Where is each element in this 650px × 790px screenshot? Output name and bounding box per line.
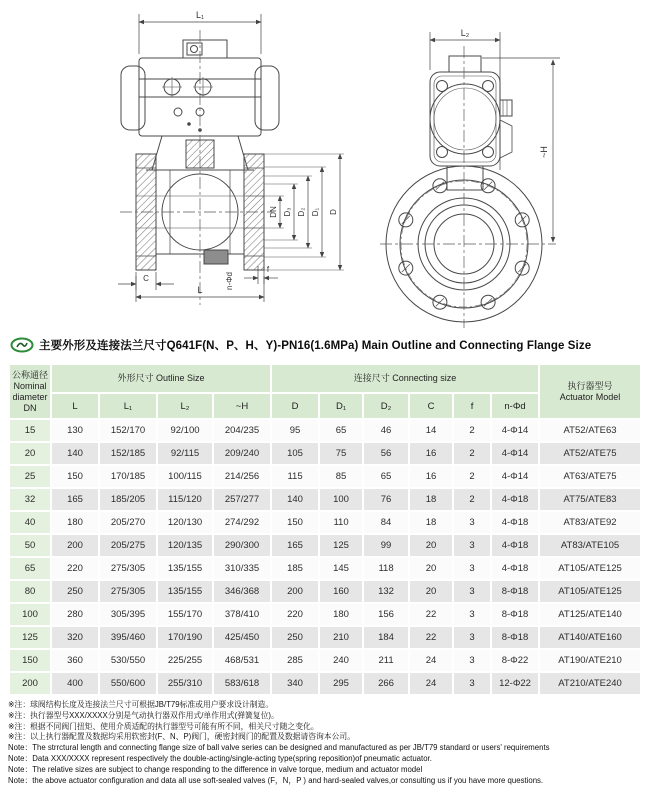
cell-value: 205/275 (100, 535, 156, 556)
cell-value: 280 (52, 604, 98, 625)
cell-value: 140 (52, 443, 98, 464)
cell-value: 530/550 (100, 650, 156, 671)
cell-value: 583/618 (214, 673, 270, 694)
header-nominal-en2: diameter (12, 391, 48, 402)
cell-value: 255/310 (158, 673, 212, 694)
cell-value: 165 (272, 535, 318, 556)
cell-value: 275/305 (100, 558, 156, 579)
cell-value: 8-Φ18 (492, 627, 538, 648)
cell-value: 100 (320, 489, 362, 510)
cell-value: 3 (454, 604, 490, 625)
cell-value: 295 (320, 673, 362, 694)
cell-value: 24 (410, 650, 452, 671)
header-col-n-phi-d: n-Φd (492, 394, 538, 418)
cell-value: 24 (410, 673, 452, 694)
cell-value: 360 (52, 650, 98, 671)
footnotes (8, 700, 648, 786)
cell-value: 156 (364, 604, 408, 625)
cell-value: 2 (454, 489, 490, 510)
cell-value: AT83/ATE92 (540, 512, 640, 533)
cell-value: 340 (272, 673, 318, 694)
dim-label-h: ~H (539, 146, 549, 158)
dim-label-dn: DN (269, 206, 278, 218)
dim-label-d2: D₂ (297, 207, 306, 217)
cell-value: 20 (410, 535, 452, 556)
header-actuator-cn: 执行器型号 (567, 380, 613, 391)
cell-value: 115 (272, 466, 318, 487)
cell-dn: 100 (10, 604, 50, 625)
header-col-L1: L₁ (100, 394, 156, 418)
table-row (10, 512, 640, 533)
note-line: ※注：球阀结构长度及连接法兰尺寸可根据JB/T79标准或用户要求设计制造。 (8, 700, 274, 709)
cell-dn: 32 (10, 489, 50, 510)
header-group-connecting: 连接尺寸 Connecting size (272, 365, 538, 392)
dim-label-n-phi-d: n-Φd (225, 272, 234, 290)
table-row (10, 558, 640, 579)
dim-label-l2: L₂ (460, 28, 470, 38)
cell-value: 20 (410, 558, 452, 579)
cell-value: AT75/ATE83 (540, 489, 640, 510)
header-col-f: f (454, 394, 490, 418)
cell-value: 150 (52, 466, 98, 487)
cell-value: 100/115 (158, 466, 212, 487)
header-actuator-en: Actuator Model (559, 391, 621, 402)
dim-label-f: f (266, 265, 270, 274)
cell-value: 4-Φ18 (492, 489, 538, 510)
cell-value: 275/305 (100, 581, 156, 602)
header-group-outline: 外形尺寸 Outline Size (52, 365, 270, 392)
cell-value: 225/255 (158, 650, 212, 671)
cell-value: 200 (52, 535, 98, 556)
cell-value: 346/368 (214, 581, 270, 602)
page-title: 主要外形及连接法兰尺寸Q641F(N、P、H、Y)-PN16(1.6MPa) Main Outline and Connecting Flange Size (39, 340, 592, 352)
table-row (10, 489, 640, 510)
note-line: Note：the above actuator configuration and data all use soft-sealed valves (F，N，P ) and hard-sealed valves,or consulting us if you have more questions. (8, 775, 544, 785)
cell-value: AT63/ATE75 (540, 466, 640, 487)
cell-value: 125 (320, 535, 362, 556)
cell-value: 4-Φ18 (492, 512, 538, 533)
cell-value: 4-Φ14 (492, 443, 538, 464)
technical-drawings (0, 0, 650, 332)
cell-value: 550/600 (100, 673, 156, 694)
cell-value: 3 (454, 673, 490, 694)
table-row (10, 673, 640, 694)
section-title-bar (10, 335, 642, 355)
header-nominal-en3: DN (23, 402, 37, 413)
cell-value: 180 (52, 512, 98, 533)
cell-value: 180 (320, 604, 362, 625)
dim-label-d3: D₃ (283, 207, 292, 217)
header-col-D2: D₂ (364, 394, 408, 418)
cell-value: 145 (320, 558, 362, 579)
note-line: ※注：根据不同阀门扭矩、使用介质适配的执行器型号可能有所不同，相关尺寸随之变化。 (8, 721, 319, 731)
cell-value: 2 (454, 466, 490, 487)
cell-value: 46 (364, 420, 408, 441)
cell-value: 378/410 (214, 604, 270, 625)
cell-value: 105 (272, 443, 318, 464)
cell-value: AT83/ATE105 (540, 535, 640, 556)
cell-value: 120/135 (158, 535, 212, 556)
cell-value: 4-Φ14 (492, 466, 538, 487)
cell-dn: 40 (10, 512, 50, 533)
cell-dn: 80 (10, 581, 50, 602)
cell-value: 92/100 (158, 420, 212, 441)
cell-value: 76 (364, 489, 408, 510)
header-col-L2: L₂ (158, 394, 212, 418)
cell-value: 110 (320, 512, 362, 533)
cell-value: 305/395 (100, 604, 156, 625)
cell-value: 185 (272, 558, 318, 579)
side-fitting (500, 100, 512, 116)
dim-label-l: L (197, 285, 203, 295)
cell-value: AT210/ATE240 (540, 673, 640, 694)
cell-value: 170/190 (158, 627, 212, 648)
table-row (10, 627, 640, 648)
cell-value: 85 (320, 466, 362, 487)
cell-value: 115/120 (158, 489, 212, 510)
cell-value: 8-Φ22 (492, 650, 538, 671)
table-row (10, 604, 640, 625)
dim-label-l1: L₁ (195, 10, 205, 20)
cell-value: 184 (364, 627, 408, 648)
cell-value: 3 (454, 535, 490, 556)
cell-value: 8-Φ18 (492, 604, 538, 625)
cell-value: 274/292 (214, 512, 270, 533)
cell-value: 200 (272, 581, 318, 602)
cell-value: 4-Φ14 (492, 420, 538, 441)
table-row (10, 650, 640, 671)
cell-value: 170/185 (100, 466, 156, 487)
cell-value: 3 (454, 650, 490, 671)
cell-value: 2 (454, 443, 490, 464)
cell-value: 130 (52, 420, 98, 441)
dimension-table (8, 363, 642, 696)
cell-value: 214/256 (214, 466, 270, 487)
table-row (10, 420, 640, 441)
dim-label-c: C (143, 274, 149, 283)
cell-value: 135/155 (158, 581, 212, 602)
side-view-drawing (380, 28, 560, 328)
cell-value: 152/170 (100, 420, 156, 441)
cell-value: 395/460 (100, 627, 156, 648)
cell-value: 92/115 (158, 443, 212, 464)
header-col-D1: D₁ (320, 394, 362, 418)
cell-value: 155/170 (158, 604, 212, 625)
header-col-L: L (52, 394, 98, 418)
cell-value: 205/270 (100, 512, 156, 533)
cell-value: 150 (272, 512, 318, 533)
cell-value: 320 (52, 627, 98, 648)
cell-value: 160 (320, 581, 362, 602)
cell-value: 3 (454, 512, 490, 533)
cell-dn: 65 (10, 558, 50, 579)
cell-value: AT105/ATE125 (540, 581, 640, 602)
table-row (10, 535, 640, 556)
cell-value: 140 (272, 489, 318, 510)
note-line: Note：The relative sizes are subject to change responding to the difference in valve torque, medium and actuator model (8, 764, 423, 774)
cell-value: 211 (364, 650, 408, 671)
cell-value: 3 (454, 627, 490, 648)
cell-dn: 20 (10, 443, 50, 464)
header-actuator-model (540, 365, 640, 418)
cell-value: 18 (410, 512, 452, 533)
cell-value: 165 (52, 489, 98, 510)
cell-value: 8-Φ18 (492, 581, 538, 602)
cell-value: 210 (320, 627, 362, 648)
cell-value: 132 (364, 581, 408, 602)
cell-value: 250 (52, 581, 98, 602)
cell-value: 204/235 (214, 420, 270, 441)
cell-value: 65 (320, 420, 362, 441)
cell-value: 95 (272, 420, 318, 441)
cell-value: 84 (364, 512, 408, 533)
cell-value: 14 (410, 420, 452, 441)
cell-value: 250 (272, 627, 318, 648)
header-col-C: C (410, 394, 452, 418)
table-row (10, 466, 640, 487)
cell-dn: 125 (10, 627, 50, 648)
cell-value: AT105/ATE125 (540, 558, 640, 579)
cell-dn: 25 (10, 466, 50, 487)
cell-value: 240 (320, 650, 362, 671)
note-line: ※注：以上执行器配置及数据均采用软密封(F、N、P)阀门，硬密封阀门的配置及数据请咨询本公司。 (8, 732, 355, 742)
cell-value: 209/240 (214, 443, 270, 464)
cell-dn: 15 (10, 420, 50, 441)
header-col-D: D (272, 394, 318, 418)
cell-value: 12-Φ22 (492, 673, 538, 694)
cell-value: 3 (454, 581, 490, 602)
cell-value: 22 (410, 627, 452, 648)
cell-value: 135/155 (158, 558, 212, 579)
brand-logo-icon (10, 337, 34, 353)
cell-value: 75 (320, 443, 362, 464)
cell-value: 118 (364, 558, 408, 579)
cell-value: AT125/ATE140 (540, 604, 640, 625)
note-line: Note：Data XXX/XXXX represent respectively the double-acting/single-acting type(spring reposition)of pneumatic actuator. (8, 753, 432, 763)
header-nominal-en1: Nominal (13, 380, 47, 391)
cell-value: 16 (410, 466, 452, 487)
dim-label-d: D (329, 209, 338, 215)
cell-value: AT52/ATE75 (540, 443, 640, 464)
cell-value: 185/205 (100, 489, 156, 510)
cell-value: 220 (52, 558, 98, 579)
header-col-H: ~H (214, 394, 270, 418)
cell-value: 2 (454, 420, 490, 441)
actuator-cap (449, 56, 481, 72)
table-body (10, 420, 640, 694)
cell-value: AT52/ATE63 (540, 420, 640, 441)
valve-neck (447, 166, 483, 190)
note-line: Note：The strrctural length and connecting flange size of ball valve series can be designed and manufactured as per JB/T79 standard or users' requirements (8, 743, 550, 753)
cell-value: 425/450 (214, 627, 270, 648)
cell-value: 65 (364, 466, 408, 487)
table-row (10, 443, 640, 464)
cell-value: 3 (454, 558, 490, 579)
cell-dn: 150 (10, 650, 50, 671)
cell-value: 99 (364, 535, 408, 556)
cell-value: 120/130 (158, 512, 212, 533)
cell-dn: 50 (10, 535, 50, 556)
cell-value: 18 (410, 489, 452, 510)
actuator-left-cap (121, 66, 145, 130)
actuator-bore (430, 84, 500, 154)
cell-value: AT140/ATE160 (540, 627, 640, 648)
note-line: ※注：执行器型号XXX/XXXX分别是气动执行器双作用式/单作用式(弹簧复位)。 (8, 710, 279, 720)
cell-value: 468/531 (214, 650, 270, 671)
dim-label-d1: D₁ (311, 207, 320, 217)
table-row (10, 581, 640, 602)
cell-value: 257/277 (214, 489, 270, 510)
cell-value: 20 (410, 581, 452, 602)
cell-value: 266 (364, 673, 408, 694)
cell-value: 285 (272, 650, 318, 671)
header-nominal-diameter (10, 365, 50, 418)
cell-value: 56 (364, 443, 408, 464)
actuator-right-cap (255, 66, 279, 130)
cell-value: 152/185 (100, 443, 156, 464)
cell-dn: 200 (10, 673, 50, 694)
cell-value: 310/335 (214, 558, 270, 579)
cell-value: 400 (52, 673, 98, 694)
actuator-end (430, 72, 500, 166)
drain-plug (204, 250, 228, 264)
cell-value: 290/300 (214, 535, 270, 556)
front-view-drawing (118, 10, 344, 305)
cell-value: 4-Φ18 (492, 558, 538, 579)
cell-value: 4-Φ18 (492, 535, 538, 556)
cell-value: AT190/ATE210 (540, 650, 640, 671)
cell-value: 220 (272, 604, 318, 625)
header-nominal-cn: 公称通径 (11, 369, 48, 380)
cell-value: 22 (410, 604, 452, 625)
cell-value: 16 (410, 443, 452, 464)
